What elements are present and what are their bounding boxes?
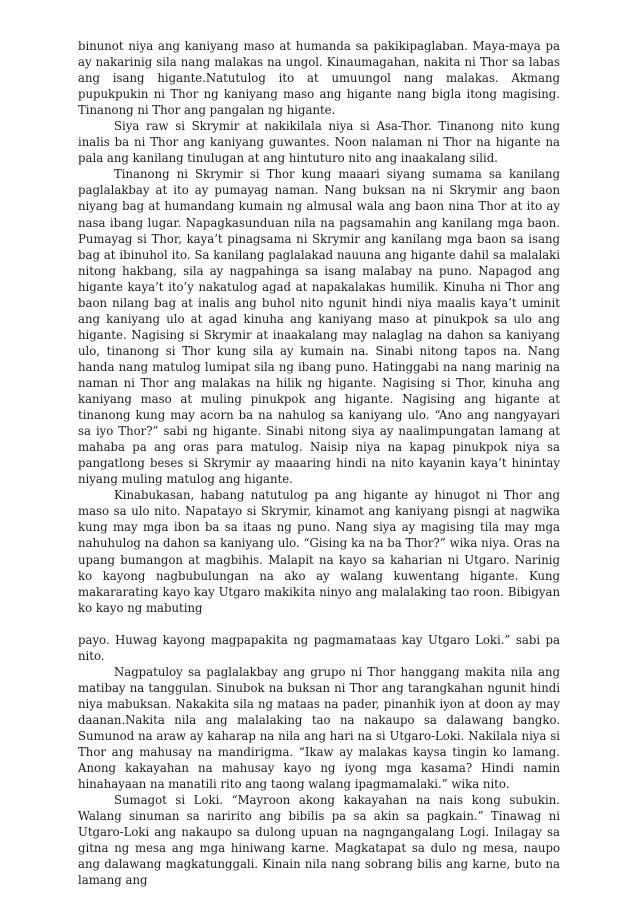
paragraph-6: Nagpatuloy sa paglalakbay ang grupo ni Thor hanggang makita nila ang matibay na tanggulan. Sinubok na buksan ni Thor ang tarangkahan ngunit hindi niya mabuksan. Nakakita sila ng mataas na pader, pinanhik iyon at doon ay may daanan.Nakita nila ang malalaking tao na nakaupo sa dalawang bangko. Sumunod na araw ay kaharap na nila ang hari na si Utgaro-Loki. Nakilala niya si Thor ang mahusay na mandirigma. “Ikaw ay malakas kaysa tingin ko lamang. Anong kakayahan na mahusay kayo ng iyong mga kasama? Hindi namin hinahayaan na manatili rito ang taong walang ipagmamalaki.” wika nito. — [78, 664, 560, 792]
document-page — [78, 38, 560, 888]
paragraph-7: Sumagot si Loki. “Mayroon akong kakayahan na nais kong subukin. Walang sinuman sa naririto ang bibilis pa sa akin sa pagkain.” Tinawag ni Utgaro-Loki ang nakaupo sa dulong upuan na nagngangalang Logi. Inilagay sa gitna ng mesa ang mga hiniwang karne. Magkatapat sa dulo ng mesa, naupo ang dalawang magkatunggali. Kinain nila nang sobrang bilis ang karne, buto na lamang ang — [78, 793, 560, 888]
paragraph-5: payo. Huwag kayong magpapakita ng pagmamataas kay Utgaro Loki.” sabi pa nito. — [78, 632, 560, 663]
paragraph-4: Kinabukasan, habang natutulog pa ang higante ay hinugot ni Thor ang maso sa ulo nito. Napatayo si Skrymir, kinamot ang kaniyang pisngi at nagwika kung may mga ibon ba sa itaas ng puno. Nang siya ay magising tila may mga nahuhulog na dahon sa kaniyang ulo. “Gising ka na ba Thor?” wika niya. Oras na upang bumangon at magbihis. Malapit na kayo sa kaharian ni Utgaro. Narinig ko kayong nagbubulungan na ako ay walang kuwentang higante. Kung makararating kayo kay Utgaro makikita ninyo ang malalaking tao roon. Bibigyan ko kayo ng mabuting — [78, 488, 560, 615]
paragraph-1: binunot niya ang kaniyang maso at humanda sa pakikipaglaban. Maya-maya pa ay nakarinig sila nang malakas na ungol. Kinaumagahan, nakita ni Thor sa labas ang isang higante.Natutulog ito at umuungol nang malakas. Akmang pupukpukin ni Thor ng kaniyang maso ang higante nang bigla itong magising. Tinanong ni Thor ang pangalan ng higante. — [78, 39, 560, 118]
paragraph-2: Siya raw si Skrymir at nakikilala niya si Asa-Thor. Tinanong nito kung inalis ba ni Thor ang kaniyang guwantes. Noon nalaman ni Thor na higante na pala ang kanilang tinulugan at ang hintuturo nito ang inaakalang silid. — [78, 119, 560, 166]
paragraph-3: Tinanong ni Skrymir si Thor kung maaari siyang sumama sa kanilang paglalakbay at ito ay pumayag naman. Nang buksan na ni Skrymir ang baon niyang bag at humandang kumain ng almusal wala ang baon nina Thor at ito ay nasa ibang lugar. Napagkasunduan nila na pagsamahin ang kanilang mga baon. Pumayag si Thor, kaya’t pinagsama ni Skrymir ang kanilang mga baon sa isang bag at ibinuhol ito. Sa kanilang paglalakad nauuna ang higante dahil sa malalaki nitong hakbang, sila ay nagpahinga sa isang malabay na puno. Napagod ang higante kaya’t ito’y nakatulog agad at napakalakas humilik. Kinuha ni Thor ang baon nilang bag at inalis ang buhol nito ngunit hindi niya maalis kaya’t uminit ang kaniyang ulo at agad kinuha ang kaniyang maso at pinukpok sa ulo ang higante. Nagising si Skrymir at inaakalang may nalaglag na dahon sa kaniyang ulo, tinanong si Thor kung sila ay kumain na. Sinabi nitong tapos na. Nang handa nang matulog lumipat sila ng ibang puno. Hatinggabi na nang marinig na naman ni Thor ang malakas na hilik ng higante. Nagising si Thor, kinuha ang kaniyang maso at muling pinukpok ang higante. Nagising ang higante at tinanong kung may acorn ba na nahulog sa kaniyang ulo. “Ano ang nangyayari sa iyo Thor?” sabi ng higante. Sinabi nitong siya ay naalimpungatan lamang at mahaba pa ang oras para matulog. Naisip niya na kapag pinukpok niya sa pangatlong beses si Skrymir ay maaaring hindi na nito kayanin kaya’t hinintay niyang muling matulog ang higante. — [78, 167, 560, 487]
